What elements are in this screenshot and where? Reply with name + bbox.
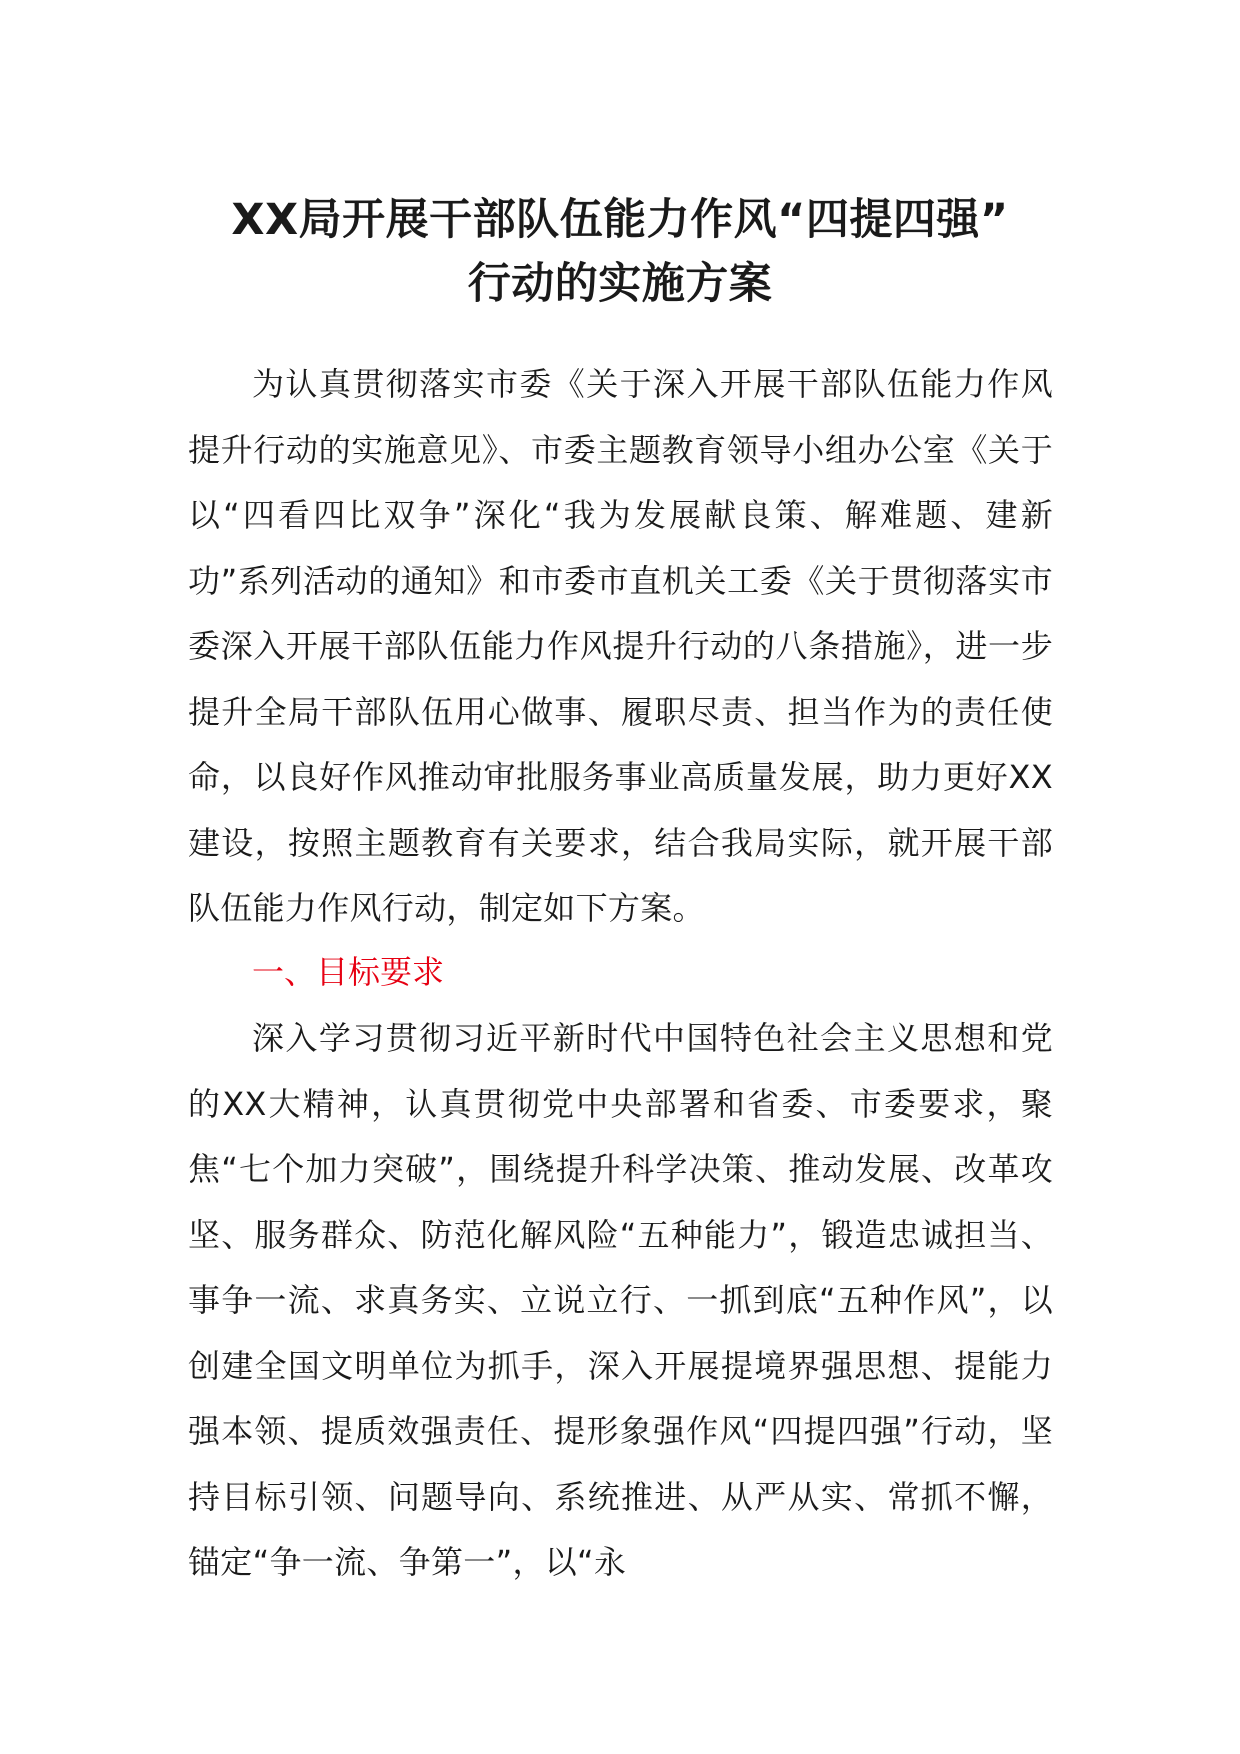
title-line-2: 行动的实施方案 bbox=[467, 259, 773, 309]
intro-paragraph: 为认真贯彻落实市委《关于深入开展干部队伍能力作风提升行动的实施意见》、市委主题教育领导小组办公室《关于以“四看四比双争”深化“我为发展献良策、解难题、建新功”系列活动的通知》和市委市直机关工委《关于贯彻落实市委深入开展干部队伍能力作风提升行动的八条措施》，进一步提升全局干部队伍用心做事、履职尽责、担当作为的责任使命，以良好作风推动审批服务事业高质量发展，助力更好XX建设，按照主题教育有关要求，结合我局实际，就开展干部队伍能力作风行动，制定如下方案。 bbox=[188, 365, 1053, 927]
section-1-paragraph: 深入学习贯彻习近平新时代中国特色社会主义思想和党的XX大精神，认真贯彻党中央部署和省委、市委要求，聚焦“七个加力突破”，围绕提升科学决策、推动发展、改革攻坚、服务群众、防范化解风险“五种能力”，锻造忠诚担当、事争一流、求真务实、立说立行、一抓到底“五种作风”，以创建全国文明单位为抓手，深入开展提境界强思想、提能力强本领、提质效强责任、提形象强作风“四提四强”行动，坚持目标引领、问题导向、系统推进、从严从实、常抓不懈，锚定“争一流、争第一”，以“永 bbox=[188, 1019, 1053, 1581]
section-heading-objectives: 一、目标要求 bbox=[252, 953, 445, 991]
title-line-1: XX局开展干部队伍能力作风“四提四强” bbox=[231, 195, 1009, 245]
document-title bbox=[150, 188, 1090, 316]
